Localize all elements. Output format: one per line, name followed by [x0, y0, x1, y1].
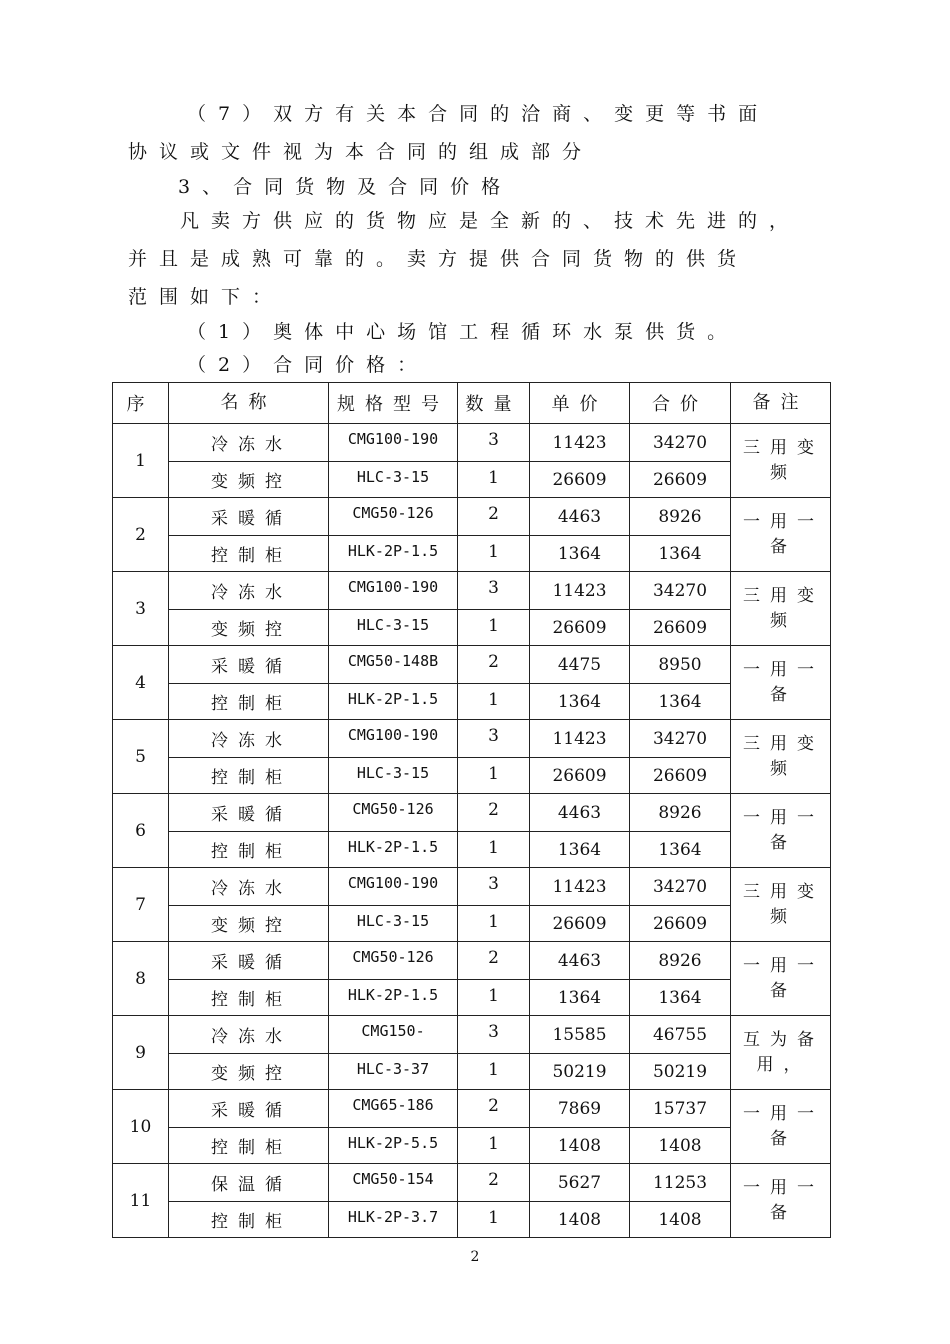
cell-name: 采暖循: [169, 646, 329, 684]
cell-total-price: 26609: [630, 758, 731, 794]
cell-qty: 1: [458, 758, 530, 794]
cell-unit-price: 1364: [530, 684, 630, 720]
table-row: [113, 1054, 831, 1090]
list-item-2: （2）合同价格：: [187, 354, 429, 376]
cell-name: 采暖循: [169, 498, 329, 536]
cell-qty: 1: [458, 980, 530, 1016]
cell-name: 控制柜: [169, 758, 329, 794]
section-heading: 3、合同货物及合同价格: [178, 176, 513, 198]
cell-model: CMG50-154: [329, 1164, 458, 1202]
cell-qty: 1: [458, 610, 530, 646]
cell-note: 三用变频: [731, 572, 831, 646]
cell-total-price: 8926: [630, 498, 731, 536]
cell-qty: 1: [458, 536, 530, 572]
cell-total-price: 34270: [630, 868, 731, 906]
cell-model: HLK-2P-3.7: [329, 1202, 458, 1238]
cell-note: 三用变频: [731, 868, 831, 942]
cell-unit-price: 11423: [530, 572, 630, 610]
cell-total-price: 26609: [630, 906, 731, 942]
cell-name: 冷冻水: [169, 1016, 329, 1054]
cell-qty: 1: [458, 906, 530, 942]
cell-unit-price: 7869: [530, 1090, 630, 1128]
cell-name: 采暖循: [169, 1090, 329, 1128]
cell-model: HLC-3-15: [329, 906, 458, 942]
cell-seq: 11: [113, 1164, 169, 1238]
cell-name: 控制柜: [169, 980, 329, 1016]
table-header-row: [113, 383, 831, 424]
cell-qty: 2: [458, 942, 530, 980]
list-item-1: （1）奥体中心场馆工程循环水泵供货。: [187, 321, 739, 343]
cell-name: 控制柜: [169, 684, 329, 720]
cell-total-price: 1364: [630, 684, 731, 720]
cell-total-price: 46755: [630, 1016, 731, 1054]
cell-total-price: 26609: [630, 610, 731, 646]
cell-model: HLC-3-15: [329, 462, 458, 498]
cell-seq: 9: [113, 1016, 169, 1090]
cell-seq: 2: [113, 498, 169, 572]
cell-qty: 1: [458, 462, 530, 498]
cell-unit-price: 5627: [530, 1164, 630, 1202]
cell-unit-price: 4463: [530, 942, 630, 980]
cell-model: CMG100-190: [329, 572, 458, 610]
cell-qty: 2: [458, 794, 530, 832]
cell-seq: 1: [113, 424, 169, 498]
table-row: [113, 684, 831, 720]
table-row: [113, 868, 831, 906]
table-row: [113, 794, 831, 832]
cell-note: 一用一备: [731, 942, 831, 1016]
cell-seq: 4: [113, 646, 169, 720]
cell-total-price: 1364: [630, 832, 731, 868]
cell-model: HLK-2P-1.5: [329, 536, 458, 572]
cell-unit-price: 26609: [530, 906, 630, 942]
cell-model: HLC-3-15: [329, 758, 458, 794]
table-row: [113, 1164, 831, 1202]
cell-total-price: 50219: [630, 1054, 731, 1090]
cell-model: CMG100-190: [329, 720, 458, 758]
paragraph-scope-line3: 范围如下：: [128, 286, 284, 308]
cell-qty: 1: [458, 1202, 530, 1238]
cell-name: 冷冻水: [169, 868, 329, 906]
cell-name: 变频控: [169, 462, 329, 498]
cell-unit-price: 4463: [530, 498, 630, 536]
page-number: 2: [470, 1249, 480, 1265]
cell-name: 变频控: [169, 1054, 329, 1090]
cell-total-price: 26609: [630, 462, 731, 498]
cell-model: HLC-3-15: [329, 610, 458, 646]
table-row: [113, 1016, 831, 1054]
header-model: 规格型号: [329, 383, 458, 424]
table-row: [113, 610, 831, 646]
cell-unit-price: 1364: [530, 980, 630, 1016]
paragraph-item-7-line1: （7）双方有关本合同的洽商、变更等书面: [187, 103, 770, 125]
cell-name: 变频控: [169, 610, 329, 646]
table-row: [113, 832, 831, 868]
table-row: [113, 498, 831, 536]
cell-name: 保温循: [169, 1164, 329, 1202]
cell-unit-price: 4475: [530, 646, 630, 684]
header-seq: 序: [113, 383, 169, 424]
cell-qty: 3: [458, 868, 530, 906]
cell-model: CMG100-190: [329, 424, 458, 462]
cell-model: HLK-2P-5.5: [329, 1128, 458, 1164]
cell-unit-price: 11423: [530, 720, 630, 758]
cell-qty: 1: [458, 684, 530, 720]
table-row: [113, 424, 831, 462]
cell-unit-price: 50219: [530, 1054, 630, 1090]
cell-total-price: 1364: [630, 536, 731, 572]
table-row: [113, 572, 831, 610]
cell-unit-price: 1364: [530, 536, 630, 572]
table-row: [113, 942, 831, 980]
cell-unit-price: 1364: [530, 832, 630, 868]
cell-total-price: 8950: [630, 646, 731, 684]
cell-unit-price: 1408: [530, 1128, 630, 1164]
cell-seq: 6: [113, 794, 169, 868]
cell-name: 变频控: [169, 906, 329, 942]
cell-name: 采暖循: [169, 942, 329, 980]
cell-name: 冷冻水: [169, 720, 329, 758]
cell-unit-price: 4463: [530, 794, 630, 832]
table-row: [113, 720, 831, 758]
cell-model: CMG50-148B: [329, 646, 458, 684]
cell-note: 一用一备: [731, 1164, 831, 1238]
cell-qty: 3: [458, 572, 530, 610]
cell-seq: 10: [113, 1090, 169, 1164]
cell-total-price: 1408: [630, 1202, 731, 1238]
cell-total-price: 1364: [630, 980, 731, 1016]
table-row: [113, 980, 831, 1016]
cell-name: 控制柜: [169, 536, 329, 572]
cell-seq: 5: [113, 720, 169, 794]
cell-seq: 8: [113, 942, 169, 1016]
header-name: 名称: [169, 383, 329, 424]
table-row: [113, 1202, 831, 1238]
cell-name: 控制柜: [169, 832, 329, 868]
cell-name: 采暖循: [169, 794, 329, 832]
cell-model: HLK-2P-1.5: [329, 832, 458, 868]
cell-unit-price: 26609: [530, 610, 630, 646]
cell-seq: 7: [113, 868, 169, 942]
cell-qty: 1: [458, 1054, 530, 1090]
header-note: 备注: [731, 383, 831, 424]
cell-note: 一用一备: [731, 498, 831, 572]
table-row: [113, 758, 831, 794]
table-row: [113, 1090, 831, 1128]
cell-seq: 3: [113, 572, 169, 646]
table-row: [113, 646, 831, 684]
cell-note: 一用一备: [731, 646, 831, 720]
cell-unit-price: 11423: [530, 868, 630, 906]
cell-unit-price: 1408: [530, 1202, 630, 1238]
header-unit-price: 单价: [530, 383, 630, 424]
cell-name: 控制柜: [169, 1202, 329, 1238]
cell-model: CMG150-: [329, 1016, 458, 1054]
cell-total-price: 34270: [630, 572, 731, 610]
cell-qty: 3: [458, 720, 530, 758]
cell-model: CMG50-126: [329, 942, 458, 980]
cell-note: 一用一备: [731, 1090, 831, 1164]
table-row: [113, 1128, 831, 1164]
cell-total-price: 11253: [630, 1164, 731, 1202]
cell-total-price: 34270: [630, 424, 731, 462]
price-table: [112, 382, 831, 1238]
cell-name: 冷冻水: [169, 424, 329, 462]
table-row: [113, 536, 831, 572]
cell-model: HLK-2P-1.5: [329, 684, 458, 720]
cell-qty: 1: [458, 832, 530, 868]
cell-note: 一用一备: [731, 794, 831, 868]
cell-name: 控制柜: [169, 1128, 329, 1164]
cell-qty: 2: [458, 646, 530, 684]
cell-qty: 2: [458, 498, 530, 536]
paragraph-item-7-line2: 协议或文件视为本合同的组成部分: [128, 141, 594, 163]
cell-qty: 1: [458, 1128, 530, 1164]
cell-note: 三用变频: [731, 424, 831, 498]
cell-unit-price: 26609: [530, 758, 630, 794]
cell-qty: 3: [458, 1016, 530, 1054]
cell-unit-price: 15585: [530, 1016, 630, 1054]
cell-model: CMG65-186: [329, 1090, 458, 1128]
paragraph-scope-line1: 凡卖方供应的货物应是全新的、技术先进的，: [180, 210, 801, 232]
cell-note: 三用变频: [731, 720, 831, 794]
table-row: [113, 906, 831, 942]
cell-total-price: 1408: [630, 1128, 731, 1164]
cell-name: 冷冻水: [169, 572, 329, 610]
cell-note: 互为备用，: [731, 1016, 831, 1090]
cell-total-price: 34270: [630, 720, 731, 758]
cell-total-price: 15737: [630, 1090, 731, 1128]
cell-model: HLK-2P-1.5: [329, 980, 458, 1016]
cell-total-price: 8926: [630, 794, 731, 832]
cell-model: CMG100-190: [329, 868, 458, 906]
cell-qty: 2: [458, 1164, 530, 1202]
cell-qty: 3: [458, 424, 530, 462]
cell-total-price: 8926: [630, 942, 731, 980]
table-row: [113, 462, 831, 498]
cell-model: HLC-3-37: [329, 1054, 458, 1090]
cell-model: CMG50-126: [329, 498, 458, 536]
header-total-price: 合价: [630, 383, 731, 424]
header-qty: 数量: [458, 383, 530, 424]
paragraph-scope-line2: 并且是成熟可靠的。卖方提供合同货物的供货: [128, 248, 749, 270]
cell-model: CMG50-126: [329, 794, 458, 832]
cell-unit-price: 26609: [530, 462, 630, 498]
cell-unit-price: 11423: [530, 424, 630, 462]
cell-qty: 2: [458, 1090, 530, 1128]
